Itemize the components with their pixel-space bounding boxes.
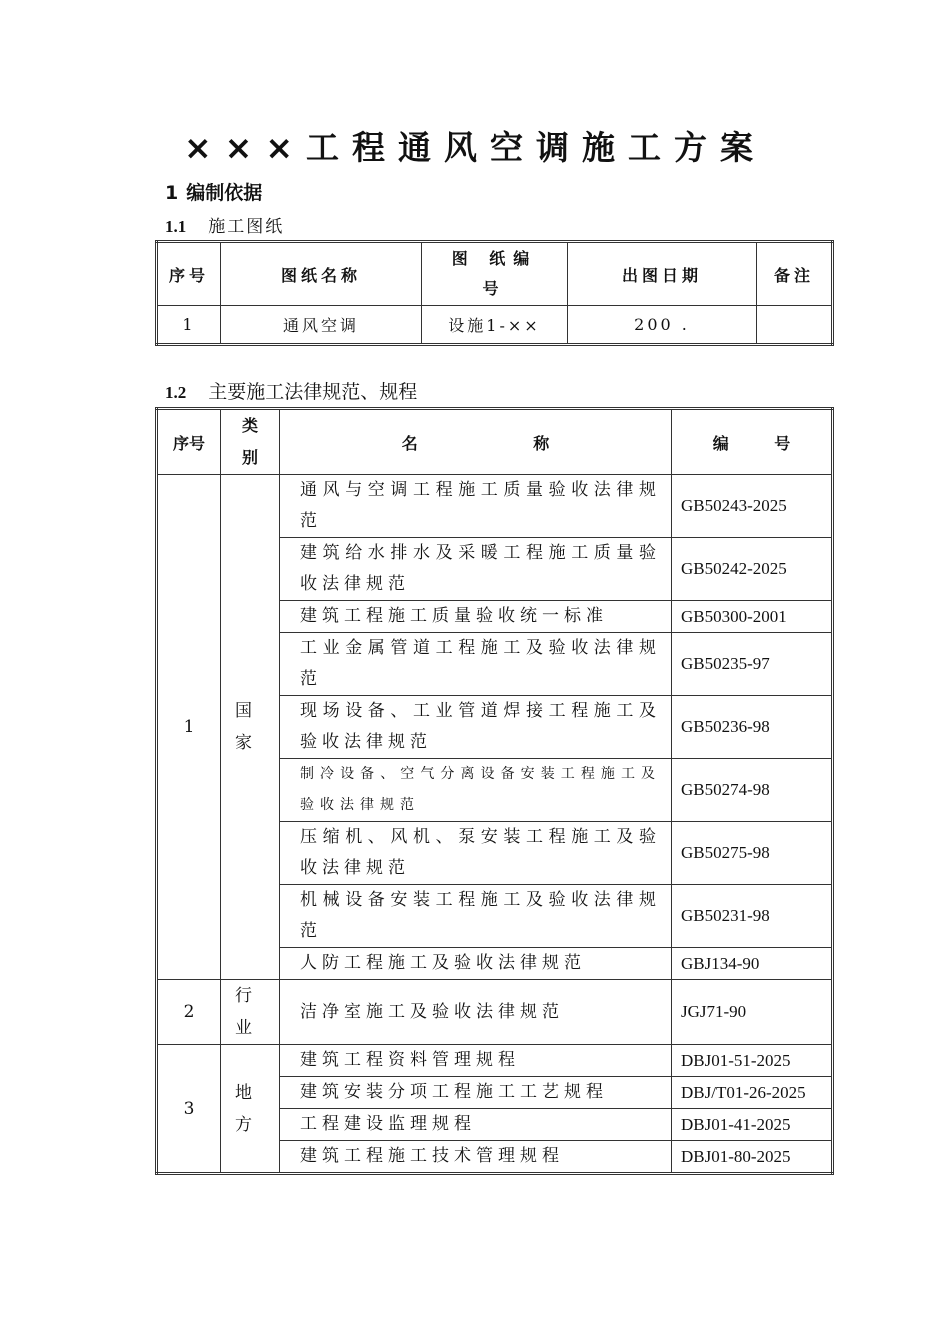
cell-group-category xyxy=(221,475,280,980)
header-remarks: 备注 xyxy=(757,242,833,306)
cell-standard-name: 洁净室施工及验收法律规范 xyxy=(280,980,672,1045)
drawings-table xyxy=(155,240,834,346)
header-drawing-number xyxy=(422,242,568,306)
header-drawing-number-label: 图 纸编号 xyxy=(451,249,538,298)
header-issue-date: 出图日期 xyxy=(568,242,757,306)
cell-standard-name: 建筑工程资料管理规程 xyxy=(280,1045,672,1077)
cell-standard-code: DBJ01-41-2025 xyxy=(672,1109,833,1141)
header-drawing-name: 图纸名称 xyxy=(221,242,422,306)
cell-seq: 1 xyxy=(157,306,221,345)
cell-standard-code: JGJ71-90 xyxy=(672,980,833,1045)
category-label: 国家 xyxy=(235,701,252,753)
cell-standard-name: 压缩机、风机、泵安装工程施工及验收法律规范 xyxy=(280,822,672,885)
cell-standard-code: DBJ/T01-26-2025 xyxy=(672,1077,833,1109)
section-heading-1 xyxy=(165,178,262,205)
table-header-row xyxy=(157,409,833,475)
table-row xyxy=(157,306,833,345)
cell-standard-code: GB50236-98 xyxy=(672,696,833,759)
cell-standard-code: GBJ134-90 xyxy=(672,948,833,980)
standards-table xyxy=(155,407,834,1175)
subsection-number: 1.2 xyxy=(165,383,187,402)
header-seq: 序号 xyxy=(157,242,221,306)
cell-group-category xyxy=(221,980,280,1045)
table-row xyxy=(157,980,833,1045)
cell-standard-name: 建筑安装分项工程施工工艺规程 xyxy=(280,1077,672,1109)
header-name: 名 称 xyxy=(280,409,672,475)
category-label: 行业 xyxy=(235,986,252,1038)
cell-standard-name: 建筑工程施工质量验收统一标准 xyxy=(280,601,672,633)
subsection-label: 施工图纸 xyxy=(208,217,285,237)
cell-standard-code: GB50274-98 xyxy=(672,759,833,822)
header-category xyxy=(221,409,280,475)
category-label: 地方 xyxy=(235,1082,252,1135)
cell-standard-code: GB50235-97 xyxy=(672,633,833,696)
cell-group-seq: 1 xyxy=(157,475,221,980)
cell-remarks xyxy=(757,306,833,345)
cell-group-category xyxy=(221,1045,280,1174)
cell-standard-code: GB50243-2025 xyxy=(672,475,833,538)
cell-standard-name: 人防工程施工及验收法律规范 xyxy=(280,948,672,980)
cell-standard-name: 通风与空调工程施工质量验收法律规范 xyxy=(280,475,672,538)
cell-standard-name: 工业金属管道工程施工及验收法律规范 xyxy=(280,633,672,696)
cell-standard-code: DBJ01-51-2025 xyxy=(672,1045,833,1077)
header-seq: 序号 xyxy=(157,409,221,475)
page-title: ×××工程通风空调施工方案 xyxy=(184,128,766,167)
cell-drawing-name: 通风空调 xyxy=(221,306,422,345)
section-label: 编制依据 xyxy=(186,182,263,204)
cell-group-seq: 2 xyxy=(157,980,221,1045)
cell-standard-code: GB50275-98 xyxy=(672,822,833,885)
cell-standard-code: GB50300-2001 xyxy=(672,601,833,633)
header-code: 编 号 xyxy=(672,409,833,475)
cell-standard-name: 工程建设监理规程 xyxy=(280,1109,672,1141)
header-category-label: 类别 xyxy=(241,416,258,467)
cell-standard-code: GB50242-2025 xyxy=(672,538,833,601)
cell-standard-name: 制冷设备、空气分离设备安装工程施工及验收法律规范 xyxy=(280,759,672,822)
cell-standard-name: 机械设备安装工程施工及验收法律规范 xyxy=(280,885,672,948)
table-row xyxy=(157,475,833,538)
subsection-heading-1-2 xyxy=(165,377,417,404)
cell-group-seq: 3 xyxy=(157,1045,221,1174)
subsection-label: 主要施工法律规范、规程 xyxy=(208,381,418,403)
table-row xyxy=(157,1045,833,1077)
cell-standard-code: DBJ01-80-2025 xyxy=(672,1141,833,1174)
table-header-row xyxy=(157,242,833,306)
cell-standard-name: 建筑工程施工技术管理规程 xyxy=(280,1141,672,1174)
cell-standard-code: GB50231-98 xyxy=(672,885,833,948)
subsection-number: 1.1 xyxy=(165,217,187,236)
cell-drawing-number: 设施1-×× xyxy=(422,306,568,345)
cell-issue-date: 200 . xyxy=(568,306,757,345)
cell-standard-name: 现场设备、工业管道焊接工程施工及验收法律规范 xyxy=(280,696,672,759)
subsection-heading-1-1 xyxy=(165,212,284,237)
section-number: 1 xyxy=(165,182,179,204)
cell-standard-name: 建筑给水排水及采暖工程施工质量验收法律规范 xyxy=(280,538,672,601)
